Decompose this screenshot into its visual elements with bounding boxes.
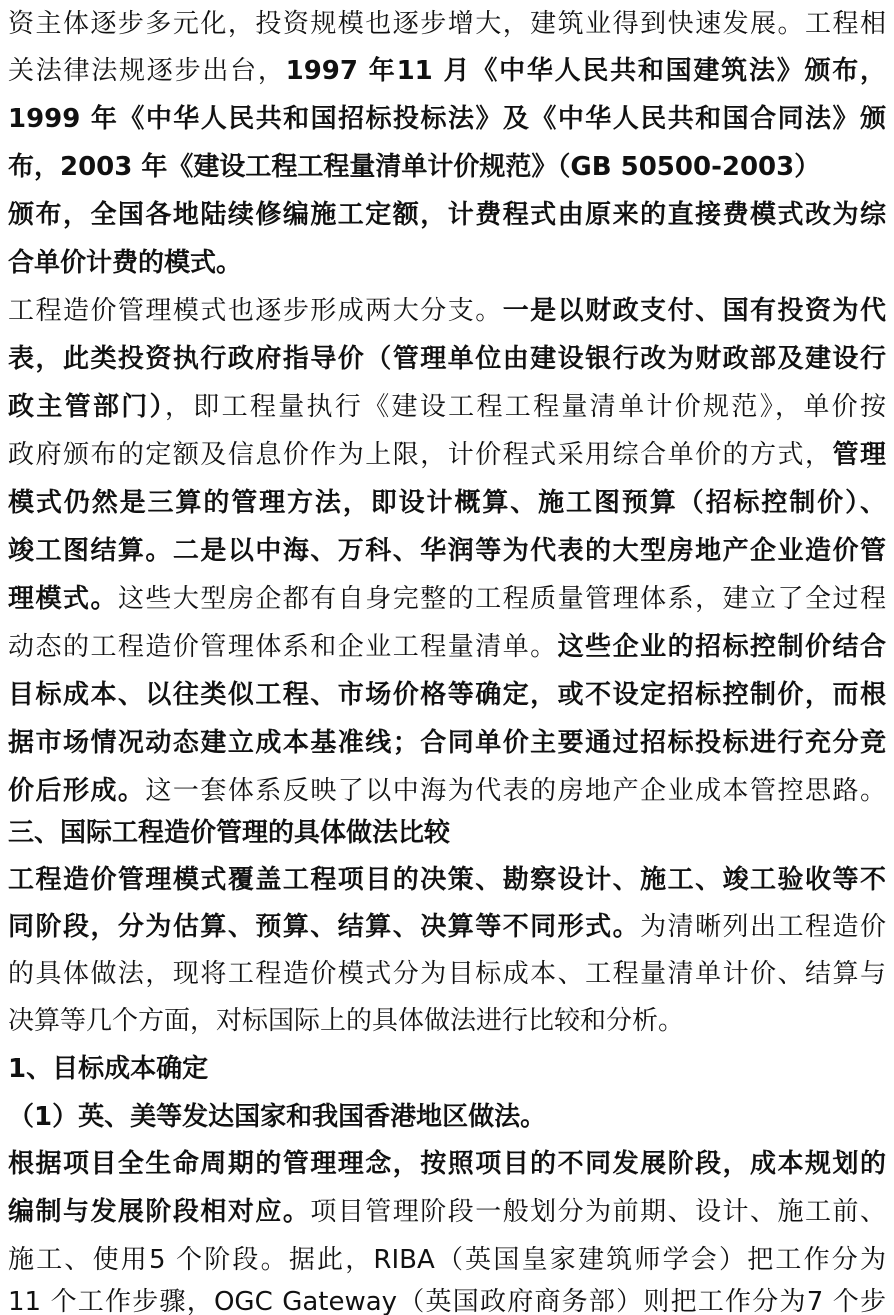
text-line	[8, 339, 886, 379]
body-text: ，即工程量执行《建设工程工程量清单计价规范》，单价按	[164, 392, 886, 422]
text-line	[8, 579, 886, 619]
bold-text: 管理	[832, 440, 886, 470]
bold-text: 模式仍然是三算的管理方法，即设计概算、施工图预算（招标控制价）、	[8, 488, 886, 518]
text-line	[8, 1282, 886, 1315]
body-text: 的具体做法，现将工程造价模式分为目标成本、工程量清单计价、结算与	[8, 959, 886, 989]
text-line	[8, 243, 886, 283]
text-line	[8, 1240, 886, 1280]
body-text: 资主体逐步多元化，投资规模也逐步增大，建筑业得到快速发展。工程相	[8, 9, 886, 39]
body-text: 为清晰列出工程造价	[640, 912, 886, 942]
text-line	[8, 1001, 886, 1041]
body-text: 动态的工程造价管理体系和企业工程量清单。	[8, 632, 558, 662]
body-text: 11 个工作步骤，OGC Gateway（英国政府商务部）则把工作分为7 个步	[8, 1287, 886, 1315]
text-line	[8, 860, 886, 900]
text-line	[8, 387, 886, 427]
text-line	[8, 435, 886, 475]
text-line	[8, 483, 886, 523]
body-text: 施工、使用5 个阶段。据此，RIBA（英国皇家建筑师学会）把工作分为	[8, 1245, 886, 1275]
bold-text: （1）英、美等发达国家和我国香港地区做法。	[8, 1102, 547, 1132]
bold-text: 根据项目全生命周期的管理理念，按照项目的不同发展阶段，成本规划的	[8, 1149, 886, 1179]
bold-text: 合单价计费的模式。	[8, 248, 243, 278]
text-line	[8, 291, 886, 331]
text-line	[8, 907, 886, 947]
bold-text: 颁布，全国各地陆续修编施工定额，计费程式由原来的直接费模式改为综	[8, 200, 886, 230]
bold-text: 价后形成。	[8, 776, 146, 806]
bold-text: 这些企业的招标控制价结合	[557, 632, 886, 662]
bold-text: 三、国际工程造价管理的具体做法比较	[8, 818, 451, 848]
text-line	[8, 627, 886, 667]
bold-text: 编制与发展阶段相对应。	[8, 1197, 311, 1227]
text-line	[8, 531, 886, 571]
bold-text: 目标成本、以往类似工程、市场价格等确定，或不设定招标控制价，而根	[8, 680, 886, 710]
text-line	[8, 99, 886, 139]
bold-text: 工程造价管理模式覆盖工程项目的决策、勘察设计、施工、竣工验收等不	[8, 865, 886, 895]
bold-text: 表，此类投资执行政府指导价（管理单位由建设银行改为财政部及建设行	[8, 344, 886, 374]
bold-text: 同阶段，分为估算、预算、结算、决算等不同形式。	[8, 912, 641, 942]
text-line	[8, 954, 886, 994]
bold-text: 1997 年11 月《中华人民共和国建筑法》颁布，	[285, 56, 886, 86]
text-line	[8, 51, 886, 91]
bold-text: 据市场情况动态建立成本基准线；合同单价主要通过招标投标进行充分竞	[8, 728, 886, 758]
body-text: 决算等几个方面，对标国际上的具体做法进行比较和分析。	[8, 1006, 685, 1036]
text-line	[8, 723, 886, 763]
text-line	[8, 1097, 886, 1137]
bold-text: 理模式。	[8, 584, 118, 614]
text-line	[8, 1049, 886, 1089]
body-text: 项目管理阶段一般划分为前期、设计、施工前、	[310, 1197, 886, 1227]
text-line	[8, 771, 886, 811]
bold-text: 政主管部门）	[8, 392, 165, 422]
bold-text: 布，2003 年《建设工程工程量清单计价规范》（GB 50500-2003）	[8, 152, 821, 182]
body-text: 政府颁布的定额及信息价作为上限，计价程式采用综合单价的方式，	[8, 440, 833, 470]
text-line	[8, 1192, 886, 1232]
text-line	[8, 675, 886, 715]
body-text: 工程造价管理模式也逐步形成两大分支。	[8, 296, 503, 326]
text-line	[8, 195, 886, 235]
body-text: 这些大型房企都有自身完整的工程质量管理体系，建立了全过程	[117, 584, 886, 614]
bold-text: 1999 年《中华人民共和国招标投标法》及《中华人民共和国合同法》颁	[8, 104, 886, 134]
text-line	[8, 4, 886, 44]
bold-text: 一是以财政支付、国有投资为代	[502, 296, 886, 326]
text-line	[8, 1144, 886, 1184]
bold-text: 竣工图结算。二是以中海、万科、华润等为代表的大型房地产企业造价管	[8, 536, 886, 566]
bold-text: 1、目标成本确定	[8, 1054, 209, 1084]
text-line	[8, 147, 886, 187]
body-text: 关法律法规逐步出台，	[8, 56, 286, 86]
body-text: 这一套体系反映了以中海为代表的房地产企业成本管控思路。	[145, 776, 886, 806]
text-line	[8, 813, 886, 853]
